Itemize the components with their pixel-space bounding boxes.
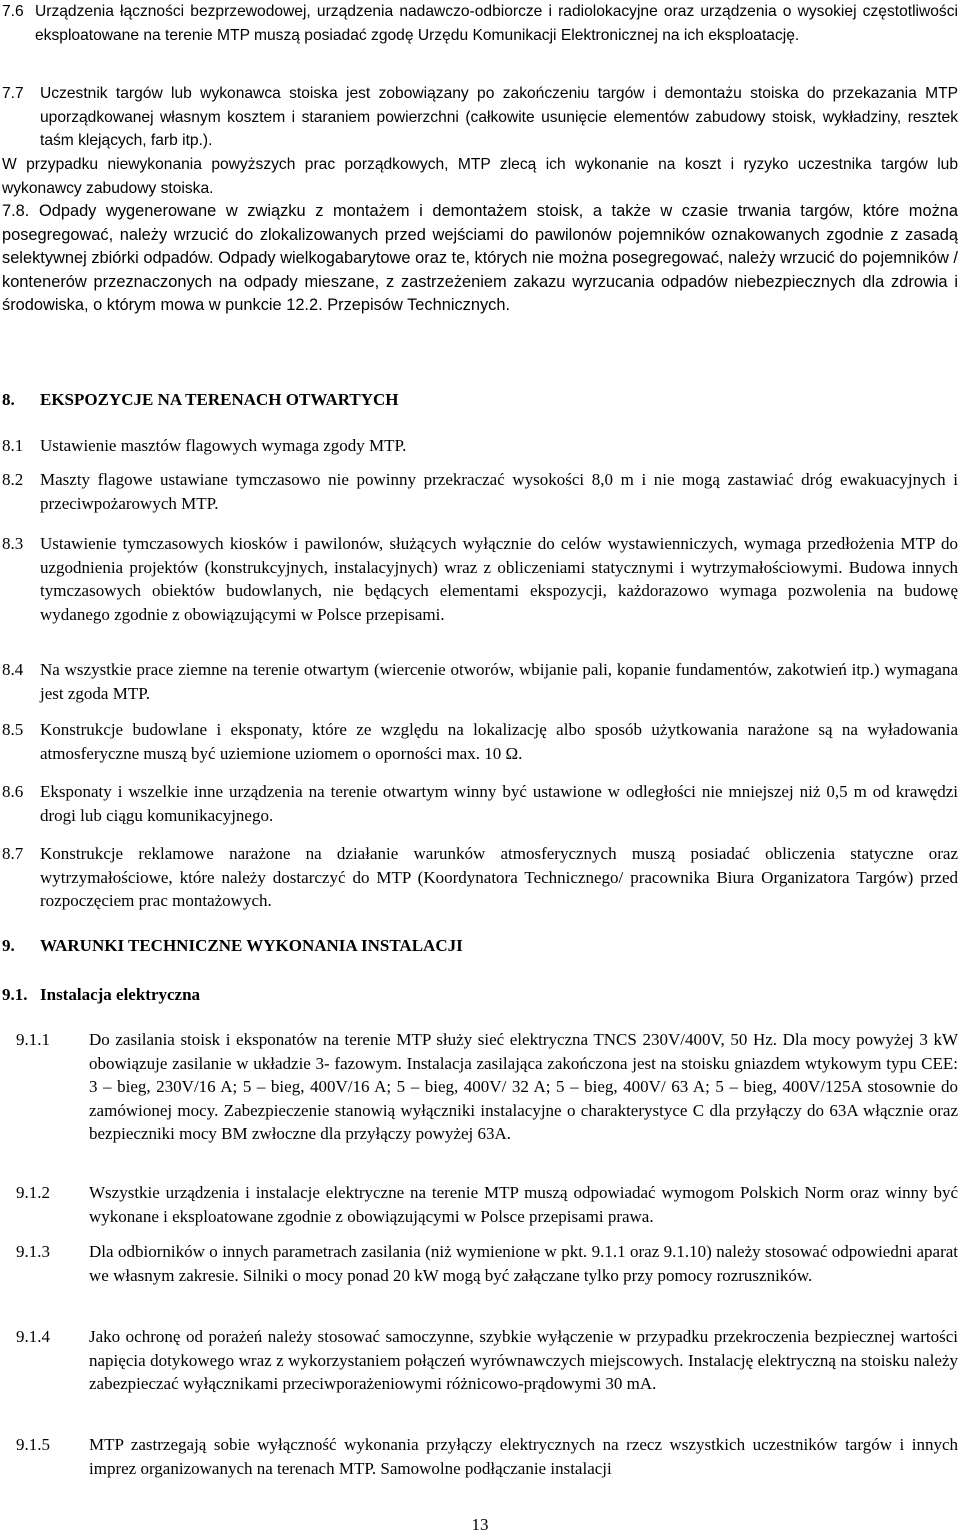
section-number: 7.8.: [2, 202, 30, 220]
list-item: [2, 532, 958, 626]
item-number: 8.6: [2, 782, 24, 801]
paragraph: Urządzenia łączności bezprzewodowej, urządzenia nadawczo-odbiorcze i radiolokacyjne oraz urządzenia o wysokiej częstotliwości eksploatowane na terenie MTP muszą posiadać zgodę Urzędu Komunikacji Elektronicznej na ich eksploatację.: [35, 3, 958, 44]
page-number: 13: [471, 1515, 489, 1534]
heading-number: 9.: [2, 936, 15, 955]
heading-section-9: [2, 934, 958, 958]
section-number: 7.7: [2, 85, 24, 102]
section-7-7: [2, 82, 958, 153]
section-number: 7.6: [2, 3, 24, 20]
item-number: 9.1.3: [16, 1242, 50, 1261]
item-number: 8.5: [2, 720, 24, 739]
item-text: Dla odbiorników o innych parametrach zasilania (niż wymienione w pkt. 9.1.1 oraz 9.1.10) należy stosować odpowiedni aparat we własnym zakresie. Silniki o mocy ponad 20 kW mogą być załączane tylko przy pomocy rozruszników.: [89, 1242, 958, 1285]
item-text: Wszystkie urządzenia i instalacje elektryczne na terenie MTP muszą odpowiadać wymogom Polskich Norm oraz winny być wykonane i eksploatowane zgodnie z obowiązującymi w Polsce przepisami prawa.: [89, 1183, 958, 1226]
item-number: 8.7: [2, 844, 24, 863]
item-number: 8.3: [2, 534, 24, 553]
item-number: 9.1.5: [16, 1435, 50, 1454]
list-item: [2, 658, 958, 705]
list-item: [16, 1181, 958, 1228]
list-item: [2, 718, 958, 765]
item-number: 8.4: [2, 660, 24, 679]
heading-title: WARUNKI TECHNICZNE WYKONANIA INSTALACJI: [40, 936, 463, 955]
heading-number: 8.: [2, 390, 15, 409]
item-text: Do zasilania stoisk i eksponatów na terenie MTP służy sieć elektryczna TNCS 230V/400V, 50 Hz. Dla mocy powyżej 3 kW obowiązuje zasilanie w układzie 3- fazowym. Instalacja zasilająca zakończona jest na stoisku gniazdem wtykowym typu CEE: 3 – bieg, 230V/16 A; 5 – bieg, 400V/16 A; 5 – bieg, 400V/ 32 A; 5 – bieg, 400V/ 63 A; 5 – bieg, 400V/125A stosownie do zamówionej mocy. Zabezpieczenie stanowią wyłączniki instalacyjne o charakterystyce C dla przyłączy do 63A włącznie oraz bezpieczniki mocy BM zwłoczne dla przyłączy powyżej 63A.: [89, 1030, 958, 1143]
item-text: Konstrukcje reklamowe narażone na działanie warunków atmosferycznych muszą posiadać obliczenia statyczne oraz wytrzymałościowe, które należy dostarczyć do MTP (Koordynatora Technicznego/ pracownika Biura Organizatora Targów) przed rozpoczęciem prac montażowych.: [40, 844, 958, 910]
item-number: 8.1: [2, 436, 24, 455]
item-text: Konstrukcje budowlane i eksponaty, które ze względu na lokalizację albo sposób użytkowania narażone są na wyładowania atmosferyczne muszą być uziemione uziomem o oporności max. 10 Ω.: [40, 720, 958, 763]
paragraph-7-7-continuation: W przypadku niewykonania powyższych prac porządkowych, MTP zlecą ich wykonanie na koszt i ryzyko uczestnika targów lub wykonawcy zabudowy stoiska.: [2, 156, 958, 197]
list-item: [16, 1325, 958, 1396]
list-item: [2, 468, 958, 515]
item-number: 8.2: [2, 470, 24, 489]
list-item: [2, 842, 958, 913]
item-number: 9.1.2: [16, 1183, 50, 1202]
item-text: Eksponaty i wszelkie inne urządzenia na terenie otwartym winny być ustawione w odległości nie mniejszej niż 0,5 m od krawędzi drogi lub ciągu komunikacyjnego.: [40, 782, 958, 825]
heading-title: Instalacja elektryczna: [40, 985, 201, 1004]
heading-number: 9.1.: [2, 985, 28, 1004]
section-7-6: [2, 0, 958, 47]
list-item: [16, 1240, 958, 1287]
list-item: [16, 1433, 958, 1480]
item-text: Na wszystkie prace ziemne na terenie otwartym (wiercenie otworów, wbijanie pali, kopanie fundamentów, zakotwień itp.) wymagana jest zgoda MTP.: [40, 660, 958, 703]
list-item: [2, 434, 958, 458]
item-text: MTP zastrzegają sobie wyłączność wykonania przyłączy elektrycznych na rzecz wszystkich uczestników targów i innych imprez organizowanych na terenach MTP. Samowolne podłączanie instalacji: [89, 1435, 958, 1478]
heading-title: EKSPOZYCJE NA TERENACH OTWARTYCH: [40, 390, 399, 409]
list-item: [16, 1028, 958, 1146]
item-text: Ustawienie masztów flagowych wymaga zgody MTP.: [40, 436, 407, 455]
item-number: 9.1.4: [16, 1327, 50, 1346]
paragraph: Uczestnik targów lub wykonawca stoiska jest zobowiązany po zakończeniu targów i demontażu stoiska do przekazania MTP uporządkowanej własnym kosztem i staraniem powierzchni (całkowite usunięcie elementów zabudowy stoisk, wykładziny, resztek taśm klejących, farb itp.).: [40, 85, 958, 149]
item-number: 9.1.1: [16, 1030, 50, 1049]
item-text: Jako ochronę od porażeń należy stosować samoczynne, szybkie wyłączenie w przypadku przekroczenia bezpiecznej wartości napięcia dotykowego wraz z wykorzystaniem połączeń wyrównawczych miejscowych. Instalację elektryczną na stoisku należy zabezpieczać wyłącznikami przeciwporażeniowymi różnicowo-prądowymi 30 mA.: [89, 1327, 958, 1393]
item-text: Maszty flagowe ustawiane tymczasowo nie powinny przekraczać wysokości 8,0 m i nie mogą zastawiać dróg ewakuacyjnych i przeciwpożarowych MTP.: [40, 470, 958, 513]
item-text: Ustawienie tymczasowych kiosków i pawilonów, służących wyłącznie do celów wystawienniczych, wymaga przedłożenia MTP do uzgodnienia projektów (konstrukcyjnych, instalacyjnych) wraz z obliczeniami statycznymi i wytrzymałościowymi. Budowa innych tymczasowych obiektów budowlanych, nie będących elementami ekspozycji, każdorazowo wymaga pozwolenia na budowę wydanego zgodnie z obowiązującymi w Polsce przepisami.: [40, 534, 958, 624]
heading-section-8: [2, 388, 958, 412]
paragraph: Odpady wygenerowane w związku z montażem i demontażem stoisk, a także w czasie trwania targów, które można posegregować, należy wrzucić do zlokalizowanych przed wejściami do pawilonów pojemników oznakowanych zgodnie z zasadą selektywnej zbiórki odpadów. Odpady wielkogabarytowe oraz te, których nie można posegregować, należy wrzucić do pojemników / kontenerów przeznaczonych na odpady mieszane, z zastrzeżeniem zakazu wyrzucania odpadów niebezpiecznych dla zdrowia i środowiska, o którym mowa w punkcie 12.2. Przepisów Technicznych.: [2, 202, 958, 314]
list-item: [2, 780, 958, 827]
section-7-8: [2, 200, 958, 318]
heading-section-9-1: [2, 983, 958, 1007]
